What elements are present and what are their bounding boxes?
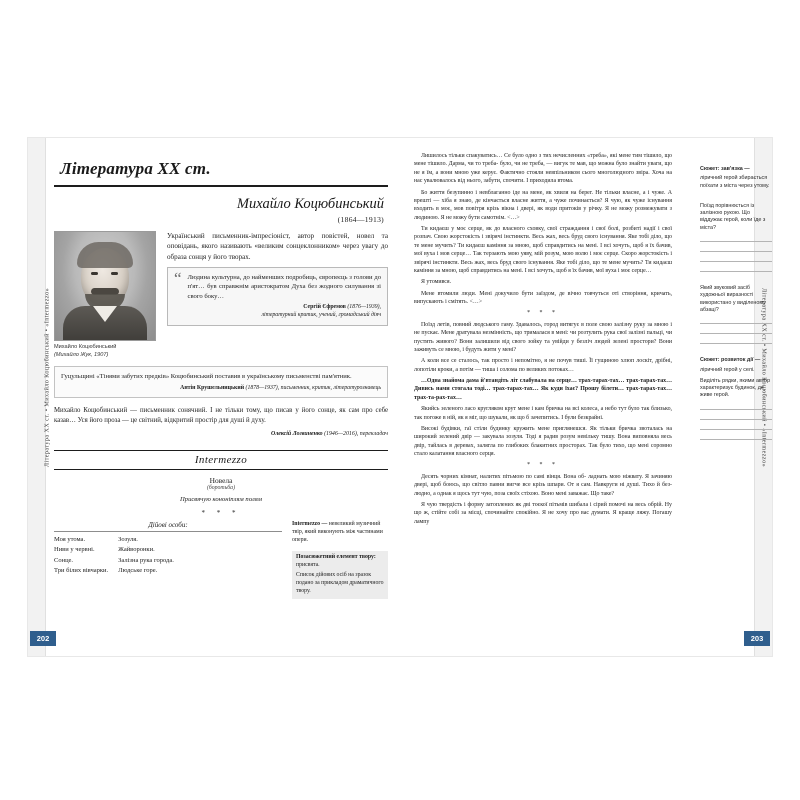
- answer-line[interactable]: [700, 420, 772, 430]
- characters-columns: [54, 535, 282, 575]
- right-page-number: 203: [744, 631, 770, 646]
- genre-note: (боротьба): [206, 485, 236, 492]
- margin-note-body: Який звуковий засіб художньої виразності використано у виділеному абзаці?: [700, 285, 766, 313]
- margin-note: [700, 203, 772, 272]
- paragraph: Десять чорних кімнат, налитих пітьмою по самі вінця. Вона об- ладнать мою ніжвату. Я зачиняю двері, щоб боюсь, що світло павни вигче все крізь шпари. От я сам. Навкруги ні душі. Тихо й без- людно, а однак я щось тут чую, поза своїх стіхою. Воно мені заважає. Що таке?: [414, 473, 672, 497]
- genre-label: Новела: [209, 476, 233, 486]
- list-item: Людське горе.: [118, 566, 158, 574]
- paragraph-emphasised: …Одна знайома дама й'втандіть літ слабувала на серце… трах-тарах-тах… трах-тарах-тах… Дивись нами стогала тоді… трах-тарах-тах… Як куди їхає? Прошу білети… трах-тарах-тах… трах-та-рах-тах…: [414, 378, 672, 401]
- quote-box-2: [54, 366, 388, 398]
- quote-3-author-dates: (1946—2016),: [324, 430, 359, 437]
- author-heading: Михайло Коцюбинський: [236, 196, 384, 212]
- margin-note: [700, 285, 772, 344]
- author-intro-paragraph: Український письменник-імпресіоніст, автор повістей, новел та оповідань, якого називають «великим сонцеклонником» через увагу до образа сонця у його творах.: [167, 232, 388, 261]
- characters-heading: Дійові особи:: [54, 521, 282, 532]
- margin-note-body: ліричний герой збирається поїхати з міста через утому.: [700, 175, 770, 189]
- list-item: Ниви у червні.: [54, 546, 95, 554]
- answer-line[interactable]: [700, 324, 772, 334]
- answer-line[interactable]: [700, 262, 772, 272]
- portrait-right-eye: [111, 272, 118, 275]
- answer-line[interactable]: [700, 252, 772, 262]
- quote-box-3: [54, 406, 388, 438]
- list-item: Три білих вівчарки.: [54, 566, 109, 574]
- intro-text-column: [167, 231, 388, 359]
- open-book-spread: [28, 138, 772, 656]
- list-item: Жайворонки.: [118, 546, 155, 554]
- answer-line[interactable]: [700, 334, 772, 344]
- list-item: Сонце.: [54, 556, 74, 564]
- quote-2-attribution: [61, 385, 381, 393]
- quote-1-text: Людина культурна, до найменших подробиць, європеєць з голови до п'ят… був справжнім аристократом Духа без жодного силування зі свого боку…: [187, 273, 381, 300]
- paragraph-break-dots-2: * * *: [527, 462, 559, 469]
- portrait-caption: [54, 344, 159, 359]
- left-page-number: 202: [30, 631, 56, 646]
- margin-note: [700, 357, 772, 439]
- answer-line[interactable]: [700, 242, 772, 252]
- left-page-running-tab: [28, 138, 51, 656]
- quote-2-author-role: письменник, критик, літературознавець: [280, 384, 381, 391]
- paragraph: Якийсь зеленого ласо кругляком крут мене і кам бричка на всі колеса, а небо тут було так близько, так погоже в ній, як я міг, що шукали, як що б зачепитись. І були безкрайні.: [414, 406, 672, 421]
- answer-lines[interactable]: [700, 400, 772, 440]
- margin-note: [292, 521, 388, 544]
- margin-note-heading: Сюжет: розвиток дії —: [700, 357, 761, 364]
- quote-mark-icon: “: [174, 268, 182, 288]
- paragraph: Я чую твердість і форму затоплених як дві тоєкої пітьмів шибала і сірий помочі на весь обрій. Ну що ж, стійте собі за місці, спочинайте спокійно. Я не хочу про вас думати. Я краще ляжу. Погашу лампу: [414, 501, 672, 525]
- quote-3-author-role: перекладач: [359, 430, 388, 437]
- margin-note-body: Поїзд порівнюється із залізною рукою. Що віддужає герой, коли їде з міста?: [700, 202, 766, 231]
- quote-3-author: Олексій Логвиненко: [270, 430, 323, 437]
- answer-lines[interactable]: [700, 232, 772, 272]
- dedication-line: Присвячую кононіплям полям: [180, 496, 262, 504]
- answer-line[interactable]: [700, 410, 772, 420]
- paragraph: Бо життя безупинно і невблаганно іде на мене, як хвиля на берег. Не тільки власне, а і чуже. А врешті — хіба я знаю, де кінчається власне життя, а чуже починається? Я чую, як чуже існування входить в моє, мов повітря крізь вікна і двері, як води притоків у річку. Я не можу розмежувати з людиною. Я не можу бути самотнім. <…>: [414, 189, 672, 221]
- characters-column-1: [54, 535, 108, 575]
- left-page-body: [54, 152, 388, 605]
- margin-note-heading: Сюжет: зав'язка —: [700, 166, 750, 172]
- answer-lines[interactable]: [700, 314, 772, 344]
- author-portrait-engraving: [54, 231, 156, 341]
- right-page: [400, 138, 772, 656]
- author-life-dates: (1864—1913): [337, 215, 384, 224]
- work-title: Intermezzo: [54, 450, 388, 470]
- portrait-block: [54, 231, 159, 359]
- answer-line[interactable]: [700, 314, 772, 324]
- answer-line[interactable]: [700, 430, 772, 440]
- section-divider-stars: * * *: [201, 509, 241, 518]
- margin-note-extra: Список дійових осіб на зразок подано за прикладом драматичного твору.: [296, 572, 384, 595]
- genre-block: [54, 476, 388, 491]
- characters-column-2: [118, 535, 174, 575]
- portrait-left-eye: [91, 272, 98, 275]
- list-item: Моя утома.: [54, 536, 86, 544]
- margin-note: [292, 551, 388, 599]
- quote-2-author-dates: (1878—1937),: [245, 384, 280, 391]
- paragraph: Мене втомили люди. Мені докучило бути заїздом, де вічно товчуться оті створіння, кричать, випускають і смітять. <…>: [414, 290, 672, 305]
- margin-note-body: невеликий музичний твір, який виконують між частинами опери.: [292, 521, 383, 544]
- margin-note-heading: Intermezzo —: [292, 521, 328, 528]
- margin-note-body: присвята.: [296, 561, 320, 568]
- answer-line[interactable]: [700, 400, 772, 410]
- quote-3-attribution: [54, 430, 388, 439]
- quote-box-1: [167, 267, 388, 326]
- paragraph: А коли все се сталось, так просто і непомітно, я не почув тиші. Її гущиною хлюп лоскіт, дрібні, лопотіли кроки, а потім — тиша і солома по великих потоках…: [414, 358, 672, 373]
- list-item: Зозуля.: [118, 536, 138, 544]
- portrait-hair-shape: [77, 242, 133, 268]
- main-text-column: [414, 152, 672, 526]
- quote-2-author: Антін Крушельницький: [180, 384, 245, 391]
- answer-line[interactable]: [700, 232, 772, 242]
- paragraph-break-dots: * * *: [527, 310, 559, 317]
- margin-note: [700, 166, 772, 190]
- chapter-title: Література XX ст.: [54, 154, 388, 187]
- quote-1-author-role: літературний критик, учений, громадський діяч: [261, 312, 381, 319]
- quote-1-author: Сергій Єфремов: [303, 304, 346, 311]
- margin-note-extra: Виділіть рядки, якими автор характеризує будинок, де живе герой.: [700, 377, 771, 399]
- left-margin-notes: [292, 521, 388, 605]
- paragraph: Лишилось тільки спакуватись… Се було одно з тих нечисленних «треба», які мене тим тішило, що мене тішило. Дарма, чи то треба- було, чи не треба, — вигук те мав, що можна було знайти уваги, що не я їм, а вони мною уже керує. Фактично стояли невпільником сього многолюдного звіра. Хоча на нас увалювалось від нього, забути, спочити. І приходила втома.: [414, 153, 672, 185]
- paragraph: Високі будівки, гаї стіли будинку кружить мене приглянешся. Як тільки бричка звоталась на широкий зелений двір — закувала зозуля. Тоді я радив розум невільку тишу. Вона виповняла весь двір, тайлась в деревах, залягла по глибоких блакитних просторах. Так було тихо, що мені соромно стало калатання власного серця.: [414, 425, 672, 457]
- left-running-head-text: Література XX ст. • Михайло Коцюбинський • «Intermezzo»: [43, 287, 51, 468]
- right-running-head-text: Література XX ст. • Михайло Коцюбинський • «Intermezzo»: [760, 287, 768, 468]
- quote-1-author-dates: (1876—1939),: [347, 304, 381, 311]
- portrait-caption-line-1: Михайло Коцюбинський: [54, 344, 117, 350]
- paragraph: Поїзд летів, повний людського гаму. Здавалось, город витягує в поле свою залізну руку за мною і не пускає. Мене дратувала незмінність, що трималася в мені: чи розтулить рука свої залізні пальці, чи пустить живого? Вони залишили від свого зойку та увійди у безліч людей зелені простори? Вони заживуть се мною, і будуть жити у мені?: [414, 321, 672, 353]
- quote-3-text: Михайло Коцюбинський — письменник сонячний. І не тільки тому, що писав у його сонце, як сам про себе казав… Уся його проза — це світний, відкритий простір для душі й духу.: [54, 407, 388, 425]
- portrait-caption-line-2: (Михайло Жук, 1907): [54, 351, 109, 358]
- paragraph: Я утомився.: [421, 279, 452, 286]
- right-margin-notes: [700, 166, 772, 453]
- paragraph: Ти кидаєш у моє серце, як до власного сховку, свої страждання і свої болі, розбиті надії і свої розпач. Свою жорстокість і звірячі інстинкти. Весь жах, весь бруд свого існування. Яке тобі діло, що те мене мучить? Ти кидаєш каміння за мною, щоб справдитись на мені. І всі хочуть, щоб я їх бачив, мої вуха і мов серце… Так терзають мою уяву, мій розум, мою волю і моє серце. Скоро жорстокість і звірячі інстинкти. Весь жах, весь бруд свого існування. Яке тобі діло, що те мене мучить? Ти кидаєш каміння за мною, щоб справдитись на мені. І всі хочуть, щоб я їх бачив, мої вуха і моє серце…: [414, 226, 672, 274]
- characters-and-notes: [54, 521, 388, 605]
- margin-note-heading: Позасюжетний елемент твору:: [296, 553, 376, 560]
- margin-note-body: ліричний герой у селі.: [700, 366, 755, 373]
- left-page: [28, 138, 400, 656]
- list-item: Залізна рука города.: [118, 556, 174, 564]
- quote-2-text: Гуцульщині «Тінями забутих предків» Коцюбинський поставив в українському письменстві пам'ятник.: [61, 373, 352, 381]
- portrait-and-intro: [54, 231, 388, 359]
- characters-list-block: [54, 521, 282, 605]
- quote-1-attribution: [188, 304, 381, 319]
